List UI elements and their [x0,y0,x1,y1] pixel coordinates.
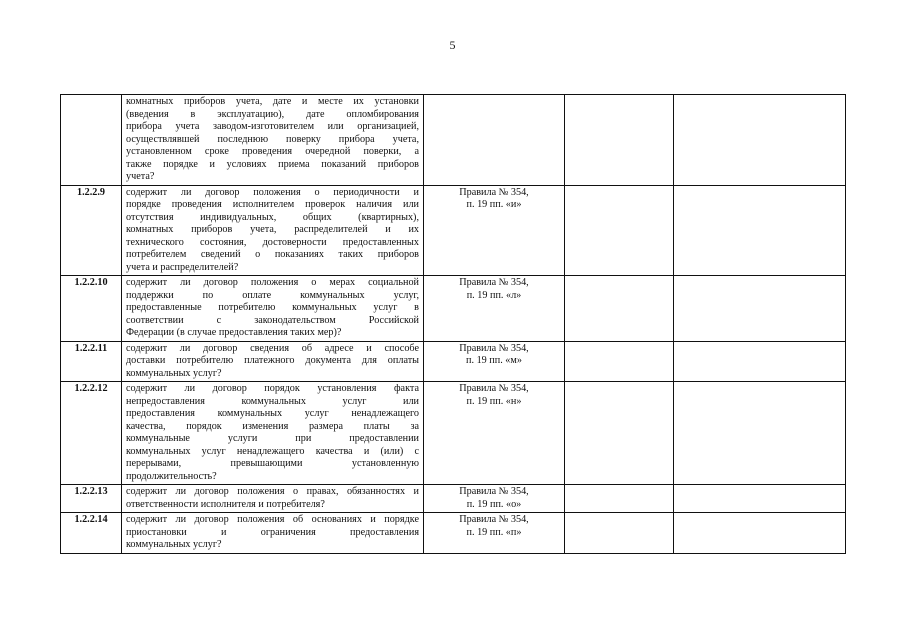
notes-cell [674,276,846,342]
item-number: 1.2.2.13 [61,485,122,513]
answer-cell [565,276,674,342]
question-line: порядке проведения исполнителем проверок наличия или [126,199,419,210]
table-row [61,513,846,554]
answer-cell [565,95,674,186]
question-line: коммунальных услуг ненадлежащего качества и (или) с [126,445,419,457]
answer-cell [565,513,674,554]
notes-cell [674,185,846,276]
question-line: потребителем сведений о показаниях таких приборов [126,249,419,260]
question-line: предоставленные потребителю коммунальных услуг в [126,302,419,313]
question-cell [122,276,424,342]
question-line: отсутствия индивидуальных, общих (квартирных), [126,211,419,223]
question-line: технического состояния, достоверности предоставленных [126,236,419,248]
reference-cell [424,485,565,513]
reference-cell [424,513,565,554]
question-cell [122,382,424,485]
answer-cell [565,341,674,382]
table-row [61,276,846,342]
question-line: доставки потребителю платежного документа для оплаты [126,355,419,366]
table-row [61,341,846,382]
page-number: 5 [449,38,456,52]
question-line: приостановки и ограничения предоставления [126,526,419,538]
notes-cell [674,485,846,513]
table-body [61,95,846,554]
item-number: 1.2.2.12 [61,382,122,485]
reference-cell [424,185,565,276]
question-line: учета и распределителей? [126,261,239,273]
item-number [61,95,122,186]
question-line: содержит ли договор порядок установления факта [126,383,419,394]
item-number: 1.2.2.11 [61,341,122,382]
question-line: осуществлявшей последнюю поверку прибора учета, [126,133,419,145]
question-line: содержит ли договор сведения об адресе и способе [126,342,419,354]
question-line: комнатных приборов учета, дате и месте их установки [126,96,419,107]
reference-cell [424,276,565,342]
item-number: 1.2.2.14 [61,513,122,554]
table-row [61,382,846,485]
question-line: также порядке и условиях приема показаний приборов [126,158,419,170]
question-cell [122,185,424,276]
question-cell [122,513,424,554]
question-line: (введения в эксплуатацию), дате опломбирования [126,108,419,120]
notes-cell [674,513,846,554]
reference-line: п. 19 пп. «и» [466,199,522,210]
question-line: комнатных приборов учета, распределителей и их [126,224,419,235]
reference-line: п. 19 пп. «п» [466,526,522,538]
question-line: предоставления коммунальных услуг ненадлежащего [126,408,419,419]
reference-line: Правила № 354, [459,277,529,288]
item-number: 1.2.2.10 [61,276,122,342]
table-row [61,185,846,276]
question-line: коммунальных услуг? [126,539,222,550]
reference-line: п. 19 пп. «н» [466,395,522,407]
question-line: соответствии с законодательством Российской [126,314,419,326]
notes-cell [674,341,846,382]
question-cell [122,341,424,382]
question-line: качества, порядок изменения размера платы за [126,420,419,432]
item-number: 1.2.2.9 [61,185,122,276]
question-line: непредоставления коммунальных услуг или [126,395,419,407]
question-cell [122,485,424,513]
question-line: установленном сроке проведения очередной поверки, а [126,146,419,157]
reference-line: Правила № 354, [459,486,529,497]
table-row [61,95,846,186]
checklist-table [60,94,846,554]
reference-line: Правила № 354, [459,514,529,525]
table-row [61,485,846,513]
question-line: учета? [126,171,155,182]
question-line: Федерации (в случае предоставления таких мер)? [126,327,342,338]
question-line: перерывами, превышающими установленную [126,458,419,469]
reference-cell [424,341,565,382]
answer-cell [565,185,674,276]
reference-line: Правила № 354, [459,186,529,198]
question-line: прибора учета заводом-изготовителем или организацией, [126,121,419,132]
reference-cell [424,95,565,186]
answer-cell [565,485,674,513]
question-line: продолжительность? [126,470,217,482]
reference-line: п. 19 пп. «м» [466,355,522,366]
question-line: коммунальные услуги при предоставлении [126,433,419,444]
notes-cell [674,95,846,186]
reference-cell [424,382,565,485]
reference-line: п. 19 пп. «о» [466,498,522,510]
answer-cell [565,382,674,485]
reference-line: п. 19 пп. «л» [466,289,522,301]
question-line: содержит ли договор положения об основаниях и порядке [126,514,419,525]
question-line: содержит ли договор положения о мерах социальной [126,277,419,288]
question-cell [122,95,424,186]
reference-line: Правила № 354, [459,383,529,394]
question-line: содержит ли договор положения о правах, обязанностях и [126,486,419,497]
reference-line: Правила № 354, [459,342,529,354]
notes-cell [674,382,846,485]
question-line: коммунальных услуг? [126,367,222,379]
question-line: ответственности исполнителя и потребителя? [126,498,325,510]
question-line: поддержки по оплате коммунальных услуг, [126,289,419,301]
question-line: содержит ли договор положения о периодичности и [126,186,419,198]
